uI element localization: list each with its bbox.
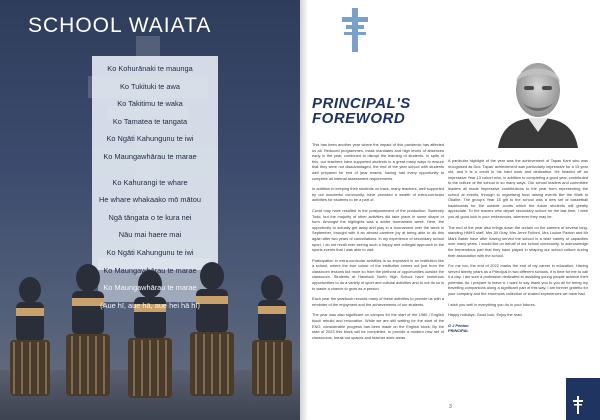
paragraph: Participation in extra-curricular activities is so important in an institution like a school, where the true colour of the institution comes out just from the classroom lessons but more so from the plethora of opportunities outside the classroom. Students at Havelock North High School have numerous opportunities to do a variety of sport and cultural activities and to not do so is to waste a chance to grow as a person. [312, 257, 444, 291]
paragraph: This has been another year where the impact of this pandemic has affected us all. Reduced programmes, mask mandates and high levels of absences early in the year, continued to disrupt the learning of students. In spite of this, our teachers have supported students in a great many ways to ensure that they were not disadvantaged, the end of the year school with students well prepared for end of year exams, having had every opportunity to complete all internal assessment requirements. [312, 142, 444, 181]
lyric-line: Ko Maungawhārau te marae [103, 283, 197, 293]
lyric-line: Ko Takitimu te waka [117, 99, 183, 109]
lyric-line: Nāu mai haere mai [118, 230, 182, 240]
paragraph: In addition to keeping their students on track, many teachers, well supported by our wonderful community, have provided a wealth of extra-curricular activities for students to be a part of. [312, 186, 444, 203]
lyric-line: Ko Tamatea te tangata [112, 116, 188, 126]
lyric-line: Ko Kohurānaki te maunga [107, 64, 193, 73]
foreword-heading-line1: PRINCIPAL'S [312, 95, 411, 112]
waiata-lyrics [60, 60, 240, 314]
foreword-column-2 [448, 158, 588, 334]
principal-portrait [488, 52, 588, 148]
paragraph: Covid may have resulted in the postponement of the production, Sweeney Todd, but the majority of other activities did take place in some shape or form. Amongst the highlights was a winter tournament week. Here, the opportunity to actually get away and play in a tournament over the week in September, brought with it an almost carefree joy at being able to do this again after two years of cancellations. In my experience of secondary school sport, I do not recall ever seeing such a happy and collegial approach to the sports events that I was able to visit. [312, 207, 444, 253]
lyric-line: Ko Ngāti Kahungunu te iwi [106, 134, 194, 144]
lyric-line: Ko Maungawhārau te marae [103, 265, 197, 275]
lyric-line: Ngā tāngata o te kura nei [108, 212, 192, 222]
paragraph: For me too, the end of 2022 marks the end of my career in education. Having served twenty years as a Principal in two different schools, it is time for me to call it a day. I am sure a profession dedicated to assisting young people achieve their potential. As I prepare to leave it, I want to say thank you to you all for being my travelling companions along a significant part of this way. I am forever grateful for your company and the enormous collection of shared experiences we have had. [448, 263, 588, 297]
paragraph: The year was also significant on campus for the start of the 1980 / English block rebuild and renovation. While we are still waiting for the start of the ENG, considerable progress has been made on the English block. By the start of 2023 this block will be completed, to provide a modern new set of classrooms, break out spaces and teacher work areas. [312, 312, 444, 340]
paragraph: A particular highlight of the year was the achievement of Tapas Kant who was recognised as Dux. Tapas' achievement was particularly impressive for a 15 year old, and it is a credit to his hard work and dedication. He headed off an impressive Year 13 cohort who, in addition to completing a good year, contributed to the culture of the school in so many ways. Our school leaders and committee leaders all made impressive contributions to the year from representing the school at events, through to organising fund raising events like the Walk to Okaihe. The group's Year 15 gift to the school was a new set of basketball backboards for the outside courts which the future students will greatly appreciate. To the leavers who depart secondary school for the last time, I wish you all good luck in your endeavours, wherever they may be. [448, 158, 588, 219]
lyric-line: (Aue hī, aue hā, aue hei hā hī) [100, 300, 200, 310]
lyric-line: Ko Ngāti Kahungunu te iwi [106, 247, 194, 257]
school-cross-logo-icon [340, 8, 370, 52]
lyric-gap [60, 166, 240, 174]
foreword-heading [312, 96, 411, 126]
signature-block [448, 323, 588, 334]
page-number: 3 [449, 404, 452, 410]
paragraph: Each year the yearbook records many of these activities to provide us with a reminder of the enjoyment and the achievements of our students. [312, 296, 444, 307]
foreword-heading-line2: FOREWORD [312, 110, 406, 127]
signature-name: G J Penton [448, 322, 469, 328]
lyric-line: Ko Tukituki te awa [120, 81, 180, 91]
paragraph: The end of the year also brings down the curtain on the careers of several long-standing HNHS staff. Mrs Jill Gray, Mrs Jenni Fulford, Mrs Louise Paxton and Mr Mark Baker have after having served the school in a wide variety of capacities over many years. I would like on behalf of our school community, to acknowledge the tremendous part that they have played in shaping our school culture during their association with the school. [448, 224, 588, 258]
lyric-line: He whare whakaako mō mātou [99, 195, 201, 205]
page-spine [300, 0, 308, 420]
paragraph: I wish you well in everything you do in your futures. [448, 301, 536, 307]
waiata-title: SCHOOL WAIATA [28, 14, 212, 37]
school-cross-logo-icon [572, 396, 584, 414]
paragraph: Happy holidays. Good luck. Enjoy the read. [448, 312, 523, 318]
signature-role: PRINCIPAL [448, 328, 469, 334]
lyric-line: Ko Kahurangi te whare [112, 177, 188, 187]
foreword-column-1 [312, 142, 444, 345]
lyric-line: Ko Maungawhārau te marae [103, 151, 197, 161]
